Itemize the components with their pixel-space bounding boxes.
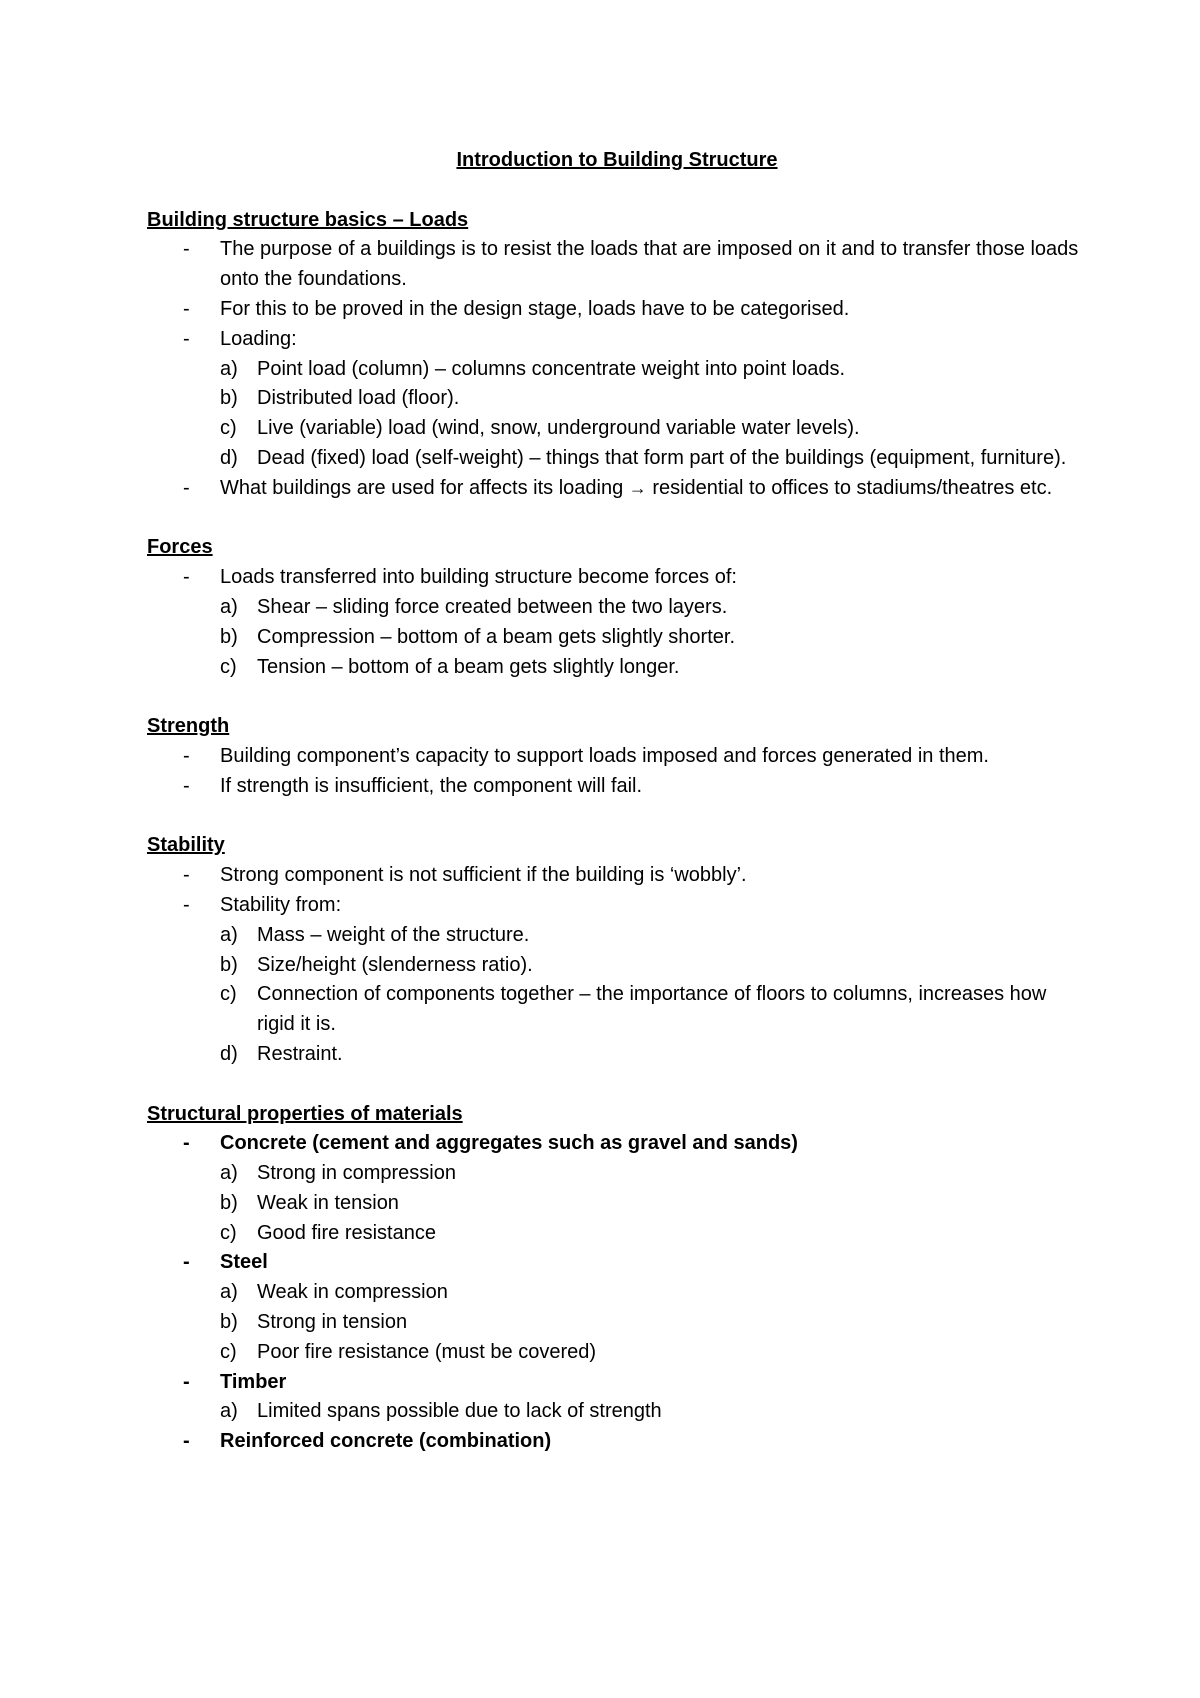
bullet-dash: - bbox=[183, 1132, 190, 1155]
sub-item bbox=[147, 921, 1087, 951]
sub-marker: a) bbox=[220, 1281, 238, 1304]
sub-marker: c) bbox=[220, 655, 237, 678]
sub-text: Shear – sliding force created between the two layers. bbox=[257, 595, 728, 618]
sub-item bbox=[147, 593, 1087, 623]
sub-marker: d) bbox=[220, 1042, 238, 1065]
bullet-dash: - bbox=[183, 238, 190, 261]
bullet-dash: - bbox=[183, 297, 190, 320]
bullet-text: The purpose of a buildings is to resist the loads that are imposed on it and to transfer those loads onto the foundations. bbox=[220, 238, 1079, 291]
sub-item bbox=[147, 1189, 1087, 1219]
sub-text: Strong in compression bbox=[257, 1162, 456, 1185]
section-heading: Structural properties of materials bbox=[147, 1102, 463, 1125]
sub-text: Size/height (slenderness ratio). bbox=[257, 953, 533, 976]
sub-item bbox=[147, 1397, 1087, 1427]
sub-text: Live (variable) load (wind, snow, underground variable water levels). bbox=[257, 417, 860, 440]
sub-text: Restraint. bbox=[257, 1042, 343, 1065]
section-forces bbox=[147, 533, 1087, 682]
sub-marker: b) bbox=[220, 1311, 238, 1334]
sub-marker: b) bbox=[220, 1191, 238, 1214]
sub-marker: a) bbox=[220, 1162, 238, 1185]
sub-marker: a) bbox=[220, 357, 238, 380]
sub-item bbox=[147, 1040, 1087, 1070]
bullet-dash: - bbox=[183, 327, 190, 350]
sub-text: Connection of components together – the importance of floors to columns, increases how rigid it is. bbox=[257, 983, 1047, 1036]
bullet-item bbox=[147, 295, 1087, 325]
sub-marker: c) bbox=[220, 1340, 237, 1363]
section-strength bbox=[147, 712, 1087, 801]
bullet-text: Building component’s capacity to support loads imposed and forces generated in them. bbox=[220, 744, 989, 767]
bullet-item bbox=[147, 891, 1087, 921]
sub-text: Strong in tension bbox=[257, 1311, 408, 1334]
sub-text: Tension – bottom of a beam gets slightly longer. bbox=[257, 655, 680, 678]
section-heading: Strength bbox=[147, 715, 230, 738]
bullet-dash: - bbox=[183, 774, 190, 797]
sub-item bbox=[147, 1219, 1087, 1249]
page-title: Introduction to Building Structure bbox=[456, 149, 778, 171]
sub-text: Point load (column) – columns concentrate weight into point loads. bbox=[257, 357, 846, 380]
sub-item bbox=[147, 951, 1087, 981]
bullet-text: Reinforced concrete (combination) bbox=[220, 1430, 552, 1453]
bullet-dash: - bbox=[183, 566, 190, 589]
sub-text: Poor fire resistance (must be covered) bbox=[257, 1340, 597, 1363]
bullet-dash: - bbox=[183, 1430, 190, 1453]
sub-marker: b) bbox=[220, 387, 238, 410]
bullet-item bbox=[147, 1368, 1087, 1398]
sub-item bbox=[147, 980, 1087, 1040]
bullet-item bbox=[147, 742, 1087, 772]
sub-item bbox=[147, 1338, 1087, 1368]
bullet-dash: - bbox=[183, 864, 190, 887]
sub-item bbox=[147, 1278, 1087, 1308]
bullet-item bbox=[147, 861, 1087, 891]
bullet-item bbox=[147, 1427, 1087, 1457]
sub-item bbox=[147, 653, 1087, 683]
section-heading: Building structure basics – Loads bbox=[147, 208, 469, 231]
bullet-text: Timber bbox=[220, 1370, 287, 1393]
sub-item bbox=[147, 384, 1087, 414]
bullet-text: Strong component is not sufficient if the building is ‘wobbly’. bbox=[220, 864, 747, 887]
sub-marker: c) bbox=[220, 983, 237, 1006]
sub-marker: b) bbox=[220, 953, 238, 976]
section-stability bbox=[147, 831, 1087, 1069]
bullet-text: Stability from: bbox=[220, 893, 342, 916]
sub-item bbox=[147, 623, 1087, 653]
bullet-dash: - bbox=[183, 1251, 190, 1274]
sub-text: Distributed load (floor). bbox=[257, 387, 460, 410]
sub-marker: d) bbox=[220, 446, 238, 469]
bullet-text: Loads transferred into building structure become forces of: bbox=[220, 566, 737, 589]
section-materials bbox=[147, 1100, 1087, 1458]
section-loads bbox=[147, 206, 1087, 504]
sub-item bbox=[147, 355, 1087, 385]
bullet-text: Steel bbox=[220, 1251, 268, 1274]
sub-marker: c) bbox=[220, 1221, 237, 1244]
bullet-text: Loading: bbox=[220, 327, 297, 350]
bullet-item bbox=[147, 474, 1087, 504]
bullet-item bbox=[147, 563, 1087, 593]
bullet-dash: - bbox=[183, 1370, 190, 1393]
bullet-dash: - bbox=[183, 893, 190, 916]
sub-marker: a) bbox=[220, 1400, 238, 1423]
bullet-item bbox=[147, 772, 1087, 802]
sub-text: Compression – bottom of a beam gets slightly shorter. bbox=[257, 625, 736, 648]
sub-item bbox=[147, 1308, 1087, 1338]
sub-text: Limited spans possible due to lack of strength bbox=[257, 1400, 662, 1423]
sub-marker: a) bbox=[220, 923, 238, 946]
sub-item bbox=[147, 1159, 1087, 1189]
sub-text: Weak in tension bbox=[257, 1191, 399, 1214]
bullet-text: For this to be proved in the design stage, loads have to be categorised. bbox=[220, 297, 850, 320]
sub-text: Weak in compression bbox=[257, 1281, 448, 1304]
bullet-text: If strength is insufficient, the component will fail. bbox=[220, 774, 643, 797]
bullet-dash: - bbox=[183, 476, 190, 499]
bullet-text: Concrete (cement and aggregates such as gravel and sands) bbox=[220, 1132, 798, 1155]
bullet-text: residential to offices to stadiums/theatres etc. bbox=[652, 476, 1053, 499]
arrow-right-icon: → bbox=[628, 477, 647, 498]
document-body bbox=[147, 146, 1087, 1487]
sub-text: Mass – weight of the structure. bbox=[257, 923, 530, 946]
bullet-dash: - bbox=[183, 744, 190, 767]
bullet-item bbox=[147, 325, 1087, 355]
bullet-item bbox=[147, 1129, 1087, 1159]
bullet-item bbox=[147, 235, 1087, 295]
sub-text: Good fire resistance bbox=[257, 1221, 436, 1244]
sub-text: Dead (fixed) load (self-weight) – things that form part of the buildings (equipment, furniture). bbox=[257, 446, 1067, 469]
bullet-item bbox=[147, 1248, 1087, 1278]
sub-marker: c) bbox=[220, 417, 237, 440]
sub-marker: a) bbox=[220, 595, 238, 618]
section-heading: Forces bbox=[147, 536, 213, 559]
section-heading: Stability bbox=[147, 834, 225, 857]
sub-item bbox=[147, 444, 1087, 474]
sub-item bbox=[147, 414, 1087, 444]
sub-marker: b) bbox=[220, 625, 238, 648]
bullet-text: What buildings are used for affects its loading bbox=[220, 476, 624, 499]
